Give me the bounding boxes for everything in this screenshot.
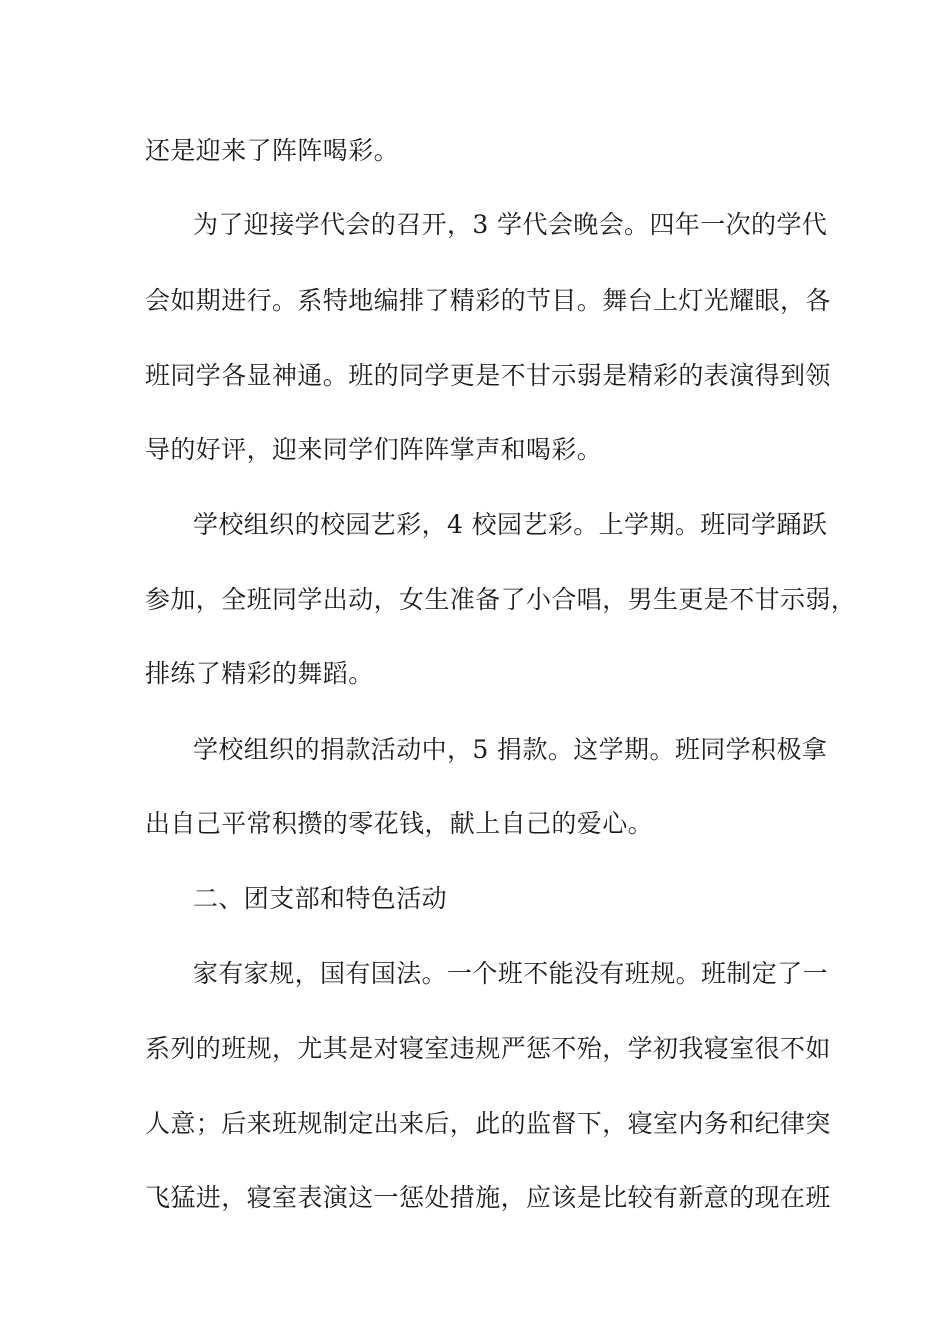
paragraph-line: 排练了精彩的舞蹈。 (145, 659, 374, 688)
paragraph-line: 人意；后来班规制定出来后，此的监督下，寝室内务和纪律突 (145, 1109, 831, 1138)
section-heading: 二、团支部和特色活动 (193, 884, 448, 913)
paragraph-line: 导的好评，迎来同学们阵阵掌声和喝彩。 (145, 435, 603, 464)
paragraph-line: 飞猛进，寝室表演这一惩处措施，应该是比较有新意的现在班 (145, 1183, 831, 1212)
paragraph-line: 参加，全班同学出动，女生准备了小合唱，男生更是不甘示弱， (145, 585, 857, 614)
paragraph-line: 还是迎来了阵阵喝彩。 (145, 136, 400, 165)
paragraph-line: 班同学各显神通。班的同学更是不甘示弱是精彩的表演得到领 (145, 361, 831, 390)
paragraph-line: 系列的班规，尤其是对寝室违规严惩不殆，学初我寝室很不如 (145, 1034, 831, 1063)
paragraph-line: 出自己平常积攒的零花钱，献上自己的爱心。 (145, 809, 654, 838)
paragraph-line: 会如期进行。系特地编排了精彩的节目。舞台上灯光耀眼，各 (145, 286, 831, 315)
paragraph-line: 为了迎接学代会的召开，3 学代会晚会。四年一次的学代 (193, 210, 828, 239)
paragraph-line: 家有家规，国有国法。一个班不能没有班规。班制定了一 (193, 959, 829, 988)
paragraph-line: 学校组织的校园艺彩，4 校园艺彩。上学期。班同学踊跃 (193, 510, 828, 539)
paragraph-line: 学校组织的捐款活动中，5 捐款。这学期。班同学积极拿 (193, 735, 828, 764)
